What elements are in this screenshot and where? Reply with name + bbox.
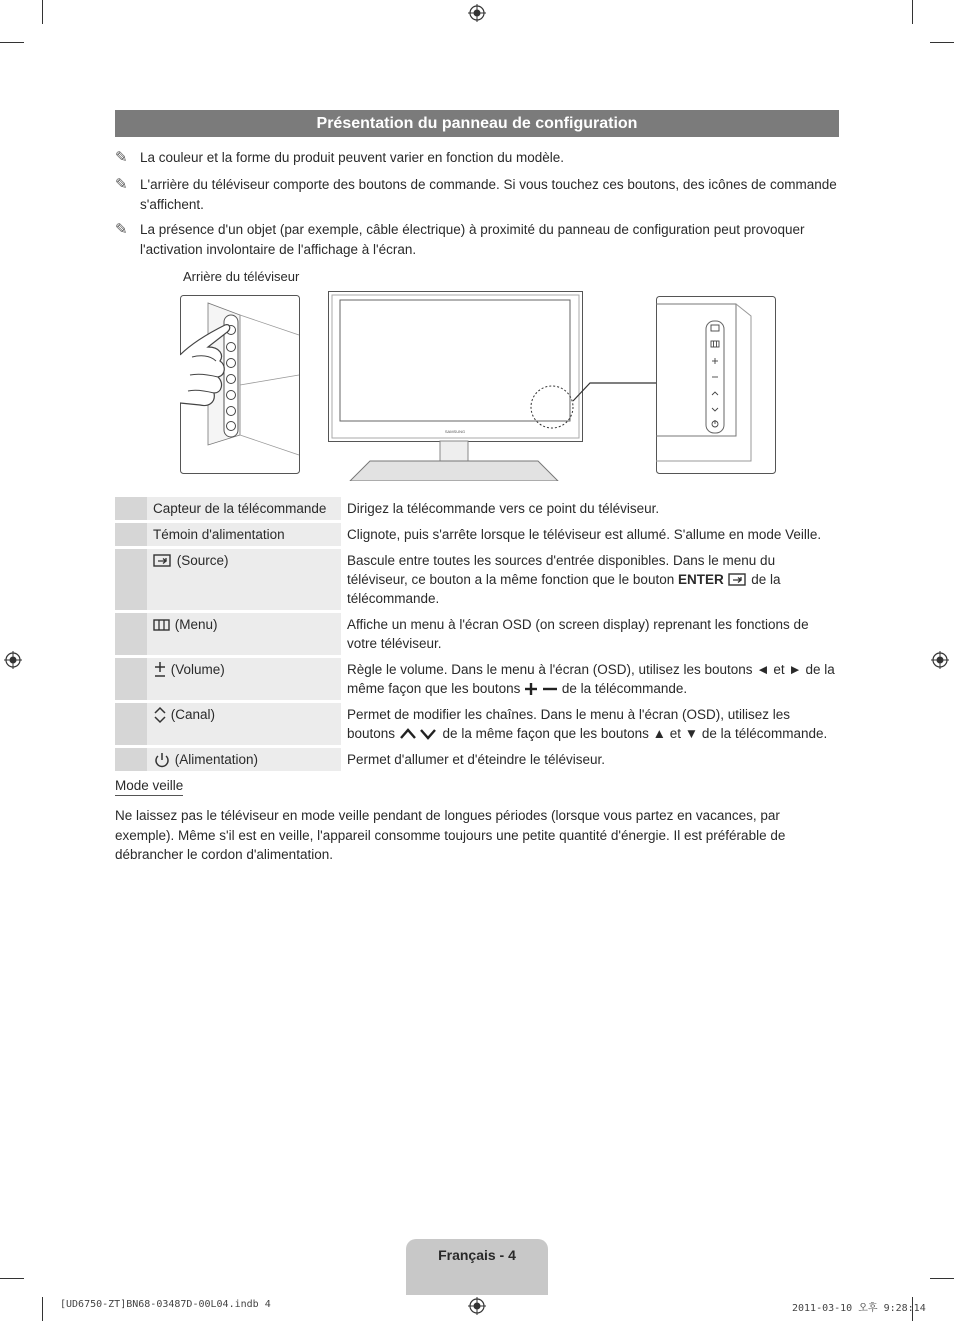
enter-key-label: ENTER (677, 572, 724, 587)
control-name-cell (147, 613, 341, 655)
crop-mark (0, 1278, 24, 1279)
control-name-cell (147, 549, 341, 610)
crop-mark (42, 0, 43, 24)
volume-plus-minus-icon (153, 661, 167, 679)
registration-mark-icon (931, 651, 949, 669)
description-text: de la télécommande. (347, 572, 781, 606)
control-description: Dirigez la télécommande vers ce point du téléviseur. (347, 501, 660, 516)
source-icon (153, 554, 173, 568)
control-name: (Menu) (174, 617, 218, 632)
row-marker (115, 703, 147, 745)
note-text: La couleur et la forme du produit peuvent varier en fonction du modèle. (140, 150, 565, 165)
tv-front-illustration (328, 291, 658, 481)
table-row (115, 497, 839, 520)
table-row (115, 549, 839, 610)
table-row (115, 613, 839, 655)
control-description (341, 658, 839, 700)
pencil-note-icon: ✎ (115, 176, 128, 193)
pencil-note-icon: ✎ (115, 149, 128, 166)
control-description: Clignote, puis s'arrête lorsque le téléviseur est allumé. S'allume en mode Veille. (347, 527, 822, 542)
row-marker (115, 523, 147, 546)
brand-logo: SAMSUNG (444, 429, 466, 434)
registration-mark-icon (468, 4, 486, 22)
control-name: Témoin d'alimentation (147, 523, 341, 546)
note-item (115, 148, 839, 168)
note-text: L'arrière du téléviseur comporte des boutons de commande. Si vous touchez ces boutons, des icônes de commande s'affichent. (140, 177, 837, 212)
enter-icon (728, 573, 748, 587)
chevron-up-down-icon (399, 727, 439, 741)
row-marker (115, 658, 147, 700)
control-panel-closeup (656, 296, 776, 474)
section-title: Présentation du panneau de configuration (115, 110, 839, 137)
channel-up-down-icon (153, 706, 167, 724)
row-marker (115, 613, 147, 655)
tv-back-hand-illustration (180, 295, 300, 474)
control-name: (Canal) (170, 707, 216, 722)
control-panel-table (115, 497, 839, 774)
standby-heading: Mode veille (115, 778, 183, 796)
table-row (115, 523, 839, 546)
menu-icon (153, 618, 171, 632)
registration-mark-icon (468, 1297, 486, 1315)
row-marker (115, 748, 147, 771)
figure-label: Arrière du téléviseur (183, 269, 300, 284)
table-row (115, 748, 839, 771)
row-marker (115, 497, 147, 520)
plus-minus-icon (524, 682, 558, 696)
pencil-note-icon: ✎ (115, 221, 128, 238)
note-item (115, 220, 839, 259)
note-item (115, 175, 839, 214)
control-description (341, 549, 839, 610)
description-text: Permet de modifier les chaînes. Dans le menu à l'écran (OSD), utilisez les boutons (347, 707, 791, 741)
crop-mark (0, 42, 24, 43)
crop-mark (42, 1297, 43, 1321)
footer-date: 2011-03-10 오후 9:28:14 (792, 1303, 926, 1314)
control-name: (Source) (176, 553, 229, 568)
description-text: de la télécommande. (558, 681, 688, 696)
control-description: Affiche un menu à l'écran OSD (on screen display) reprenant les fonctions de votre téléviseur. (347, 617, 809, 651)
control-name-cell (147, 703, 341, 745)
control-name: (Alimentation) (174, 752, 259, 767)
control-name-cell (147, 748, 341, 771)
table-row (115, 658, 839, 700)
registration-mark-icon (4, 651, 22, 669)
crop-mark (912, 0, 913, 24)
control-description: Permet d'allumer et d'éteindre le téléviseur. (347, 752, 606, 767)
power-icon (153, 751, 171, 769)
description-text: Bascule entre toutes les sources d'entrée disponibles. Dans le menu du téléviseur, ce bouton a la même fonction que le bouton (347, 553, 776, 587)
crop-mark (930, 1278, 954, 1279)
row-marker (115, 549, 147, 610)
page-number: Français - 4 (406, 1239, 548, 1295)
crop-mark (930, 42, 954, 43)
footer-file: [UD6750-ZT]BN68-03487D-00L04.indb 4 (60, 1299, 271, 1310)
control-name: (Volume) (170, 662, 225, 677)
control-name-cell (147, 658, 341, 700)
description-text: Règle le volume. Dans le menu à l'écran (OSD), utilisez les boutons ◄ et ► de la même façon que les boutons (347, 662, 835, 696)
table-row (115, 703, 839, 745)
description-text: de la même façon que les boutons ▲ et ▼ de la télécommande. (438, 726, 828, 741)
note-text: La présence d'un objet (par exemple, câble électrique) à proximité du panneau de configuration peut provoquer l'activation involontaire de l'affichage à l'écran. (140, 222, 805, 257)
control-name: Capteur de la télécommande (147, 497, 341, 520)
control-description (341, 703, 839, 745)
standby-body: Ne laissez pas le téléviseur en mode veille pendant de longues périodes (lorsque vous partez en vacances, par exemple). Même s'il est en veille, l'appareil consomme toujours une petite quantité d'énergie. Il est préférable de débrancher le cordon d'alimentation. (115, 808, 786, 862)
